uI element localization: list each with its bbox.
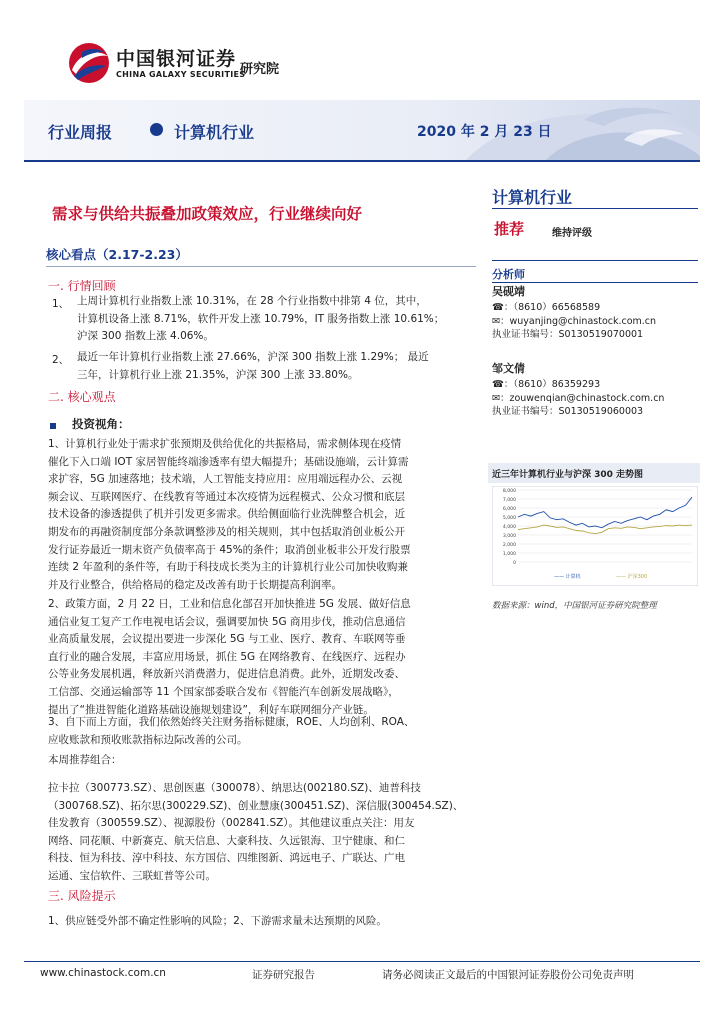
section-review-title: 一. 行情回顾 — [48, 279, 116, 293]
core-paragraph-3 — [48, 714, 480, 749]
analyst-name: 邹文倩 — [492, 362, 525, 375]
chart-ytick-label: 3,000 — [502, 534, 516, 539]
report-date: 2020 年 2 月 23 日 — [417, 124, 552, 140]
analyst-email[interactable]: ✉：zouwenqian@chinastock.com.cn — [492, 393, 665, 404]
text-line: 沪深 300 指数上涨 4.06%。 — [77, 330, 214, 343]
chart-source: 数据来源：wind，中国银河证券研究院整理 — [492, 601, 657, 611]
text-line: 应收账款和预收账款指标边际改善的公司。 — [48, 733, 248, 746]
analyst-name: 吴砚靖 — [492, 285, 525, 298]
chart-ytick-label: 6,000 — [502, 507, 516, 512]
report-banner — [24, 100, 700, 162]
analyst-license: 执业证书编号：S0130519070001 — [492, 329, 644, 340]
text-line: 3、自下而上方面，我们依然始终关注财务指标健康，ROE、人均创利、ROA、 — [48, 716, 415, 728]
bullet-square-icon — [50, 423, 56, 429]
sidebar-industry: 计算机行业 — [492, 188, 573, 207]
core-points-title: 核心看点（2.17-2.23） — [46, 247, 188, 262]
footer-disclaimer: 请务必阅读正文最后的中国银河证券股份公司免责声明 — [382, 969, 634, 981]
logo-subtitle: 研究院 — [240, 62, 280, 77]
chart-legend-label: —— 沪深300 — [616, 574, 648, 580]
review-item-1 — [77, 293, 477, 346]
text-line: 拉卡拉（300773.SZ）、思创医惠（300078）、纳思达(002180.SZ)、迪普科技 — [48, 782, 421, 794]
text-line: 上周计算机行业指数上涨 10.31%，在 28 个行业指数中排第 4 位，其中， — [77, 295, 427, 307]
text-line: 直行业的融合发展，丰富应用场景，抓住 5G 在网络教育、在线医疗、远程办 — [48, 650, 406, 663]
core-paragraph-2 — [48, 596, 480, 719]
footer-divider — [24, 961, 700, 962]
text-line: 运通、宝信软件、三联虹普等公司。 — [48, 869, 216, 882]
banner-dot-icon — [150, 123, 163, 136]
sidebar-divider — [492, 208, 698, 209]
text-line: 频会议、互联网医疗、在线教育等通过本次疫情为远程模式、公众习惯和底层 — [48, 490, 405, 503]
analyst-heading: 分析师 — [492, 268, 525, 281]
text-line: 工信部、交通运输部等 11 个国家部委联合发布《智能汽车创新发展战略》， — [48, 685, 399, 698]
report-headline: 需求与供给共振叠加政策效应，行业继续向好 — [52, 205, 363, 223]
sidebar-divider — [492, 260, 698, 261]
text-line: 通信业复工复产工作电视电话会议，强调要加快 5G 商用步伐，推动信息通信 — [48, 615, 406, 628]
review-item-2 — [77, 349, 477, 384]
review-item-num: 1、 — [52, 298, 70, 310]
recommend-list — [48, 780, 480, 886]
text-line: 1、计算机行业处于需求扩张预期及供给优化的共振格局，需求侧体现在疫情 — [48, 438, 402, 450]
section-core-title: 二. 核心观点 — [48, 390, 116, 404]
logo-cn-text: 中国银河证券 — [116, 48, 237, 70]
chart-ytick-label: 0 — [513, 561, 516, 566]
section-risk-title: 三. 风险提示 — [48, 889, 116, 903]
report-type: 行业周报 — [48, 123, 113, 142]
analyst-phone: ☎：（8610）66568589 — [492, 302, 601, 313]
banner-industry: 计算机行业 — [174, 123, 255, 142]
text-line: 网络、同花顺、中新赛克、航天信息、大豪科技、久远银海、卫宁健康、和仁 — [48, 834, 405, 847]
text-line: 催化下入口端 IOT 家居智能终端渗透率有望大幅提升；基础设施端，云计算需 — [48, 455, 409, 468]
recommend-heading — [48, 752, 480, 770]
text-line: 连续 2 年盈利的条件等，有助于科技成长类为主的计算机行业公司加快收购兼 — [48, 561, 408, 574]
chart-ytick-label: 1,000 — [502, 552, 516, 557]
divider — [46, 266, 476, 267]
chart-ytick-label: 8,000 — [502, 489, 516, 494]
text-line: 期发布的再融资制度部分条款调整涉及的相关规则，其中包括取消创业板公开 — [48, 525, 405, 538]
text-line: 三年，计算机行业上涨 21.35%，沪深 300 上涨 33.80%。 — [77, 368, 359, 381]
banner-wave-graphic — [24, 100, 700, 162]
footer-report-label: 证券研究报告 — [252, 969, 315, 981]
text-line: 计算机设备上涨 8.71%，软件开发上涨 10.79%，IT 服务指数上涨 10.61%； — [77, 312, 445, 325]
analyst-license: 执业证书编号：S0130519060003 — [492, 406, 644, 417]
galaxy-logo-icon — [66, 40, 112, 86]
text-line: 并及行业整合，供给格局的稳定及改善有助于长期提高利润率。 — [48, 578, 342, 591]
text-line: 发行证券最近一期末资产负债率高于 45%的条件；取消创业板非公开发行股票 — [48, 543, 411, 556]
text-line: 公等业务发展机遇，释放新兴消费潜力，促进信息消费。此外，近期发改委、 — [48, 668, 405, 681]
core-paragraph-1 — [48, 436, 480, 594]
logo-en-text: CHINA GALAXY SECURITIES — [116, 70, 246, 79]
footer-website[interactable]: www.chinastock.com.cn — [40, 967, 166, 979]
text-line: （300768.SZ)、拓尔思(300229.SZ)、创业慧康(300451.SZ)、深信服(300454.SZ)、 — [48, 799, 464, 812]
rating-note: 维持评级 — [552, 228, 592, 239]
analyst-email[interactable]: ✉：wuyanjing@chinastock.com.cn — [492, 316, 657, 327]
risk-text: 1、供应链受外部不确定性影响的风险；2、下游需求量未达预期的风险。 — [48, 915, 387, 927]
text-line: 本周推荐组合： — [48, 754, 122, 766]
text-line: 求扩容，5G 加速落地；技术端，人工智能支持应用：应用端远程办公、云视 — [48, 473, 403, 486]
text-line: 技术设备的渗透提供了机并引发更多需求。供给侧面临行业洗牌整合机会，近 — [48, 508, 405, 521]
text-line: 科技、恒为科技、淳中科技、东方国信、四维图新、鸿远电子、广联达、广电 — [48, 852, 405, 865]
chart-ytick-label: 2,000 — [502, 543, 516, 548]
rating: 推荐 — [494, 220, 525, 238]
chart-legend-label: —— 计算机 — [554, 574, 581, 580]
review-item-num: 2、 — [52, 354, 70, 366]
investment-view-heading: 投资视角： — [72, 417, 130, 431]
text-line: 2、政策方面，2 月 22 日，工业和信息化部召开加快推进 5G 发展、做好信息 — [48, 598, 411, 610]
chart-ytick-label: 5,000 — [502, 516, 516, 521]
text-line: 佳发教育（300559.SZ）、视源股份（002841.SZ）。其他建议重点关注：用友 — [48, 817, 415, 830]
trend-chart — [492, 486, 698, 586]
text-line: 业高质量发展，会议提出要进一步深化 5G 与工业、医疗、教育、车联网等垂 — [48, 633, 406, 646]
chart-title: 近三年计算机行业与沪深 300 走势图 — [488, 463, 700, 483]
chart-ytick-label: 4,000 — [502, 525, 516, 530]
text-line: 最近一年计算机行业指数上涨 27.66%，沪深 300 指数上涨 1.29%； 最近 — [77, 351, 429, 363]
text-line: 提出了“推进智能化道路基础设施规划建设”，利好车联网细分产业链。 — [48, 703, 374, 716]
analyst-phone: ☎：（8610）86359293 — [492, 379, 601, 390]
chart-frame — [492, 486, 698, 586]
chart-ytick-label: 7,000 — [502, 498, 516, 503]
